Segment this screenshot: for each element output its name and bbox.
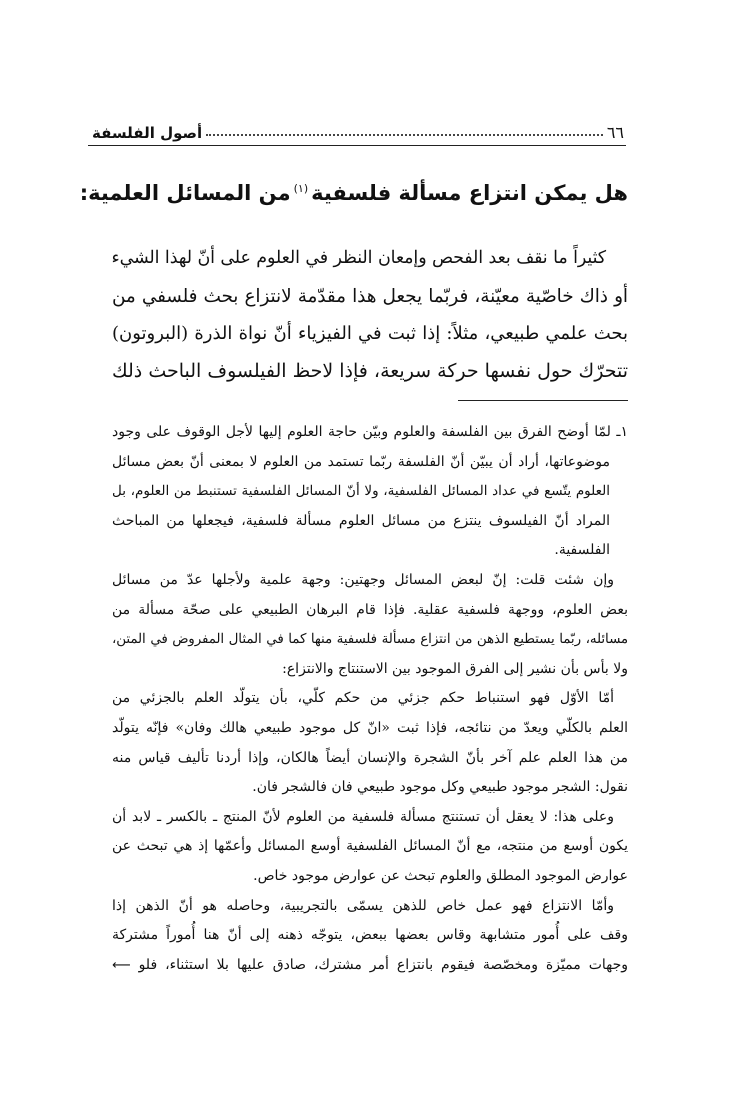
leader-dots — [206, 134, 603, 136]
footnote-line: يكون أوسع من منتجه، مع أنّ المسائل الفلسفية أوسع المسائل وأعمّها إذ هي تبحث عن — [112, 838, 628, 855]
section-heading-tail: من المسائل العلمية: — [79, 181, 291, 205]
continuation-arrow-icon: ⟵ — [112, 957, 131, 973]
footnote-line: العلم بالكلّي ويعدّ من نتائجه، فإذا ثبت «انّ كل موجود طبيعي هالك وفان» فإنّه يتولّد — [112, 719, 628, 736]
running-title: أصول الفلسفة — [92, 124, 203, 142]
footnote-line: موضوعاتها، أراد أن يبيّن أنّ الفلسفة ربّما تستمد من العلوم لا بمعنى أنّ بعض مسائل — [112, 453, 610, 470]
running-header — [88, 112, 626, 142]
page-number: ٦٦ — [606, 123, 624, 142]
footnote-line-text: وجهات مميّزة ومخصّصة فيقوم بانتزاع أمر مشترك، صادق عليها بلا استثناء، فلو — [138, 956, 628, 973]
body-line: أو ذاك خاصّية معيّنة، فربّما يجعل هذا مقدّمة لانتزاع بحث فلسفي من — [112, 285, 628, 307]
footnote-line — [112, 951, 628, 981]
footnote-line: وإن شئت قلت: إنّ لبعض المسائل وجهتين: وجهة علمية ولأجلها عدّ من مسائل — [112, 571, 614, 588]
section-heading-text: هل يمكن انتزاع مسألة فلسفية — [311, 181, 628, 205]
body-line: بحث علمي طبيعي، مثلاً: إذا ثبت في الفيزياء أنّ نواة الذرة (البروتون) — [112, 323, 628, 344]
footnote-line: ولا بأس بأن نشير إلى الفرق الموجود بين الاستنتاج والانتزاع: — [282, 660, 628, 677]
footnote-line: وقف على أُمور متشابهة وقاس بعضها ببعض، يتوجّه ذهنه إلى أنّ هنا أُموراً مشتركة — [112, 927, 628, 944]
footnote-line: وعلى هذا: لا يعقل أن تستنتج مسألة فلسفية من العلوم لأنّ المنتج ـ بالكسر ـ لابد أن — [112, 808, 614, 825]
footnote-line: المراد أنّ الفيلسوف ينتزع من مسائل العلوم مسألة فلسفية، فيجعلها من المباحث — [112, 512, 610, 529]
body-line: تتحرّك حول نفسها حركة سريعة، فإذا لاحظ الفيلسوف الباحث ذلك — [112, 359, 628, 382]
footnote-line: ١ـ لمّا أوضح الفرق بين الفلسفة والعلوم وبيّن حاجة العلوم إليها لأجل الوقوف على وجود — [112, 424, 628, 440]
header-rule — [88, 145, 626, 146]
footnote-line: نقول: الشجر موجود طبيعي وكل موجود طبيعي فان فالشجر فان. — [252, 779, 628, 796]
footnote-separator — [458, 400, 628, 401]
footnote-line: أمّا الأوّل فهو استنباط حكم جزئي من حكم كلّي، بأن يتولّد العلم بالجزئي من — [112, 690, 614, 707]
footnote-line: من هذا العلم علم آخر بأنّ الشجرة والإنسان أيضاً هالكان، وإذا أردنا تأليف قياس منه — [112, 749, 628, 766]
body-line: كثيراً ما نقف بعد الفحص وإمعان النظر في العلوم على أنّ لهذا الشيء — [111, 248, 606, 268]
section-heading — [80, 180, 628, 207]
footnotes — [112, 418, 628, 980]
footnote-line: العلوم يتّسع في عداد المسائل الفلسفية، ولا أنّ المسائل الفلسفية تستنبط من العلوم، بل — [112, 483, 610, 500]
footnote-reference: (١) — [293, 182, 309, 195]
footnote-line: مسائله، ربّما يستطيع الذهن من انتزاع مسألة فلسفية منها كما في المثال المفروض في المتن، — [112, 632, 628, 648]
footnote-line: عوارض الموجود المطلق والعلوم تبحث عن عوارض موجود خاص. — [253, 867, 628, 884]
footnote-line: وأمّا الانتزاع فهو عمل خاص للذهن يسمّى بالتجريبية، وحاصله هو أنّ الذهن إذا — [112, 897, 614, 914]
footnote-line: الفلسفية. — [554, 542, 610, 559]
body-paragraph — [112, 240, 628, 390]
footnote-line: بعض العلوم، ووجهة فلسفية عقلية. فإذا قام البرهان الطبيعي على صحّة مسألة من — [112, 601, 628, 618]
